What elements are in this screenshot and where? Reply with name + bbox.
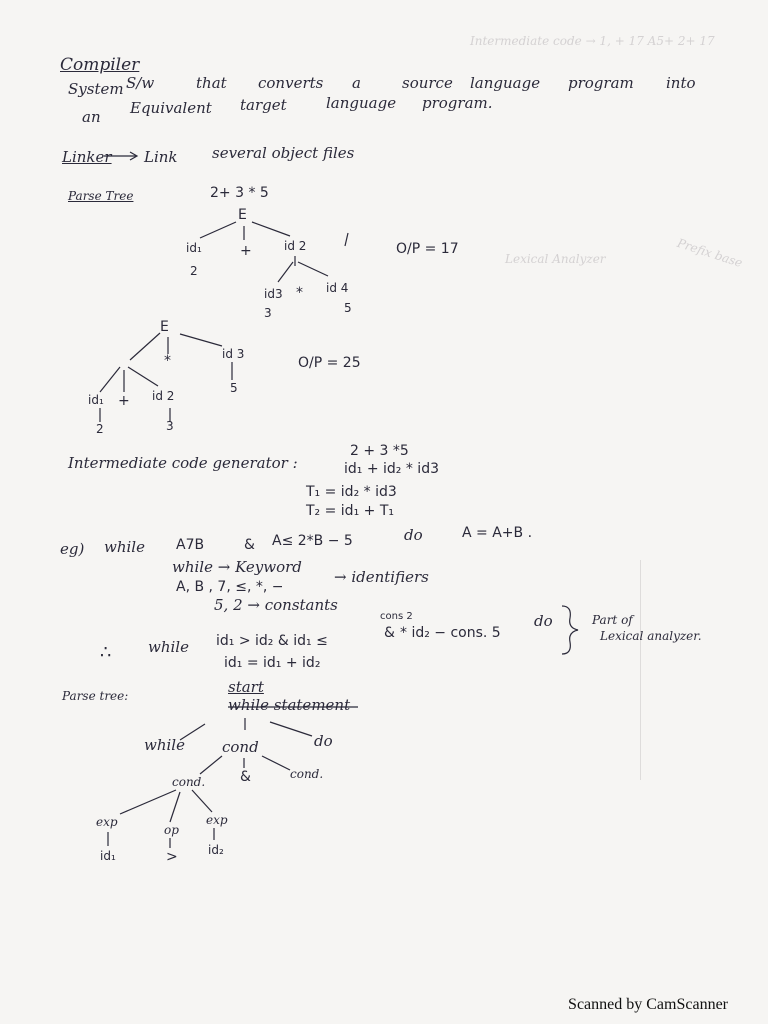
token-stream-cons2: cons 2: [380, 611, 413, 622]
example-and: &: [244, 537, 255, 553]
tree-node: while: [144, 736, 185, 754]
definition-word: S/w: [126, 74, 155, 92]
therefore-symbol: ∴: [100, 642, 112, 663]
icg-temp-1: T₁ = id₂ * id3: [306, 484, 397, 500]
tree-node-value: 3: [166, 419, 174, 433]
bleed-through-text: Intermediate code → 1, + 17 A5+ 2+ 17: [470, 34, 715, 48]
tree-node: cond.: [290, 767, 324, 781]
tree-node: cond.: [172, 775, 206, 789]
tree-node: id 2: [284, 239, 307, 253]
definition-word: language: [326, 94, 397, 112]
tree-node: +: [118, 393, 130, 409]
token-identifiers-label: → identifiers: [334, 568, 429, 586]
tree-node: &: [240, 769, 251, 785]
bleed-through-line: [640, 560, 641, 780]
tree-node: id 3: [222, 347, 245, 361]
tree-node: exp: [96, 815, 118, 829]
tree-node: id₁: [186, 241, 202, 255]
tree-node-root: E: [238, 207, 247, 223]
definition-word: that: [196, 74, 227, 92]
token-stream-line: id₁ > id₂ & id₁ ≤: [216, 633, 328, 649]
example-condition: A≤ 2*B − 5: [272, 533, 353, 549]
output-value: O/P = 17: [396, 241, 459, 257]
token-stream-do: do: [534, 612, 553, 630]
tree-node: *: [296, 285, 303, 301]
tree-node: id₁: [100, 849, 116, 863]
definition-word: an: [82, 108, 101, 126]
linker-action: Link: [144, 148, 178, 166]
tree-node: *: [164, 353, 171, 369]
tree-node: cond: [222, 738, 259, 756]
token-stream-rest: * id₂ − cons. 5: [400, 625, 501, 641]
tree-node: id₂: [208, 843, 224, 857]
example-condition: A7B: [176, 537, 205, 553]
tree-node: >: [166, 849, 178, 865]
icg-ids: id₁ + id₂ * id3: [344, 461, 439, 477]
example-label: eg): [60, 540, 85, 558]
definition-word: Equivalent: [130, 99, 212, 117]
tree-node: id 2: [152, 389, 175, 403]
brace-note: Part of: [592, 613, 633, 627]
icg-expression: 2 + 3 *5: [350, 443, 409, 459]
tree-node-root: E: [160, 319, 169, 335]
token-keyword: while → Keyword: [172, 558, 302, 576]
linker-term: Linker: [62, 148, 112, 166]
parse-tree-label: Parse Tree: [68, 189, 134, 203]
definition-word: System: [68, 80, 124, 98]
icg-temp-2: T₂ = id₁ + T₁: [306, 503, 394, 519]
tree-node: while statement: [228, 696, 351, 714]
tree-node-value: 2: [96, 422, 104, 436]
definition-word: a: [352, 74, 361, 92]
tree-node-value: 5: [230, 381, 238, 395]
brace-note: Lexical analyzer.: [600, 629, 702, 643]
bleed-through-text: Prefix base: [675, 235, 745, 271]
token-identifiers-list: A, B , 7, ≤, *, −: [176, 579, 284, 595]
tree-node-root: start: [228, 678, 264, 696]
page-heading: Compiler: [60, 55, 140, 75]
output-value: O/P = 25: [298, 355, 361, 371]
definition-word: target: [240, 96, 287, 114]
example-do: do: [404, 526, 423, 544]
scanner-watermark: Scanned by CamScanner: [568, 996, 728, 1013]
tree-node: op: [164, 823, 179, 837]
tree-node: id3: [264, 287, 283, 301]
expression: 2+ 3 * 5: [210, 185, 269, 201]
tree-node: +: [240, 243, 252, 259]
token-stream-while: while: [148, 638, 189, 656]
tree-node-value: 3: [264, 306, 272, 320]
tree-node: do: [314, 732, 333, 750]
icg-label: Intermediate code generator :: [68, 454, 298, 472]
tree-node-value: 5: [344, 301, 352, 315]
definition-word: program: [568, 74, 634, 92]
example-assignment: A = A+B .: [462, 525, 533, 541]
token-constants: 5, 2 → constants: [214, 596, 338, 614]
tree-node: id₁: [88, 393, 104, 407]
token-stream-amp: &: [384, 625, 395, 641]
tree-node: exp: [206, 813, 228, 827]
definition-word: source: [402, 74, 453, 92]
definition-word: language: [470, 74, 541, 92]
definition-word: program.: [422, 94, 493, 112]
definition-word: into: [666, 74, 696, 92]
parse-tree-label: Parse tree:: [62, 689, 129, 703]
definition-word: converts: [258, 74, 324, 92]
bleed-through-text: Lexical Analyzer: [505, 252, 606, 266]
example-keyword: while: [104, 538, 145, 556]
token-stream-assignment: id₁ = id₁ + id₂: [224, 655, 321, 671]
linker-description: several object files: [212, 144, 355, 162]
tree-node-value: 2: [190, 264, 198, 278]
tree-node: id 4: [326, 281, 349, 295]
